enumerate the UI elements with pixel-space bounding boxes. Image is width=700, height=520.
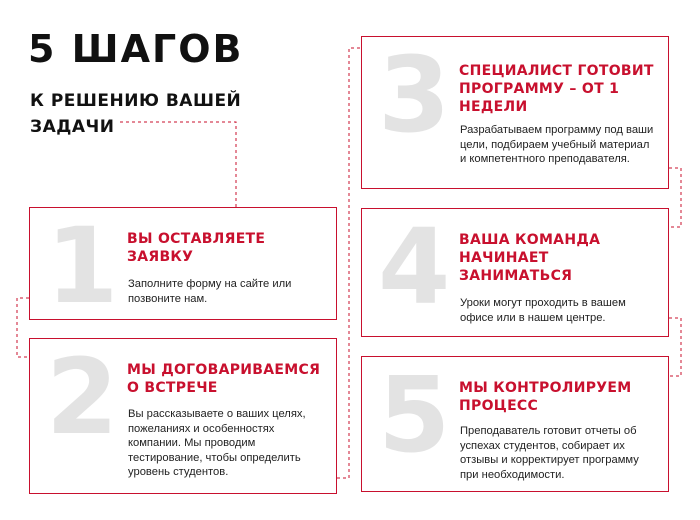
connector-step1-step2: [17, 298, 29, 357]
step-number: 3: [378, 34, 449, 156]
step-card-1: [29, 205, 337, 327]
step-description: Уроки могут проходить в вашем офисе или в нашем центре.: [460, 297, 626, 324]
page-subtitle: К РЕШЕНИЮ ВАШЕЙ ЗАДАЧИ: [30, 91, 242, 137]
step-description: Заполните форму на сайте или позвоните нам.: [128, 278, 292, 305]
step-heading: СПЕЦИАЛИСТ ГОТОВИТ ПРОГРАММУ – ОТ 1 НЕДЕЛИ: [459, 63, 654, 115]
step-card-3: [361, 36, 669, 189]
connector-step3-step4: [669, 168, 681, 227]
step-number: 1: [46, 205, 117, 327]
step-description: Разрабатываем программу под ваши цели, подбираем учебный материал и компетентного преподавателя.: [460, 124, 654, 165]
step-heading: ВЫ ОСТАВЛЯЕТЕ ЗАЯВКУ: [127, 231, 266, 265]
connector-step4-step5: [669, 318, 681, 376]
step-description: Преподаватель готовит отчеты об успехах студентов, собирает их отзывы и корректирует программу при необходимости.: [460, 425, 639, 481]
step-heading: ВАША КОМАНДА НАЧИНАЕТ ЗАНИМАТЬСЯ: [459, 232, 601, 284]
step-number: 2: [46, 336, 117, 458]
page-title: 5 ШАГОВ: [28, 27, 244, 71]
step-card-4: [361, 208, 669, 337]
step-description: Вы рассказываете о ваших целях, пожеланиях и особенностях компании. Мы проводим тестирование, чтобы определить уровень студентов.: [128, 408, 306, 478]
connector-step2-step3: [337, 48, 361, 478]
step-card-5: [361, 356, 669, 492]
step-heading: МЫ КОНТРОЛИРУЕМ ПРОЦЕСС: [459, 380, 632, 414]
step-card-2: [29, 338, 337, 494]
step-heading: МЫ ДОГОВАРИВАЕМСЯ О ВСТРЕЧЕ: [127, 362, 321, 396]
step-number: 5: [378, 354, 449, 476]
step-number: 4: [378, 206, 449, 328]
